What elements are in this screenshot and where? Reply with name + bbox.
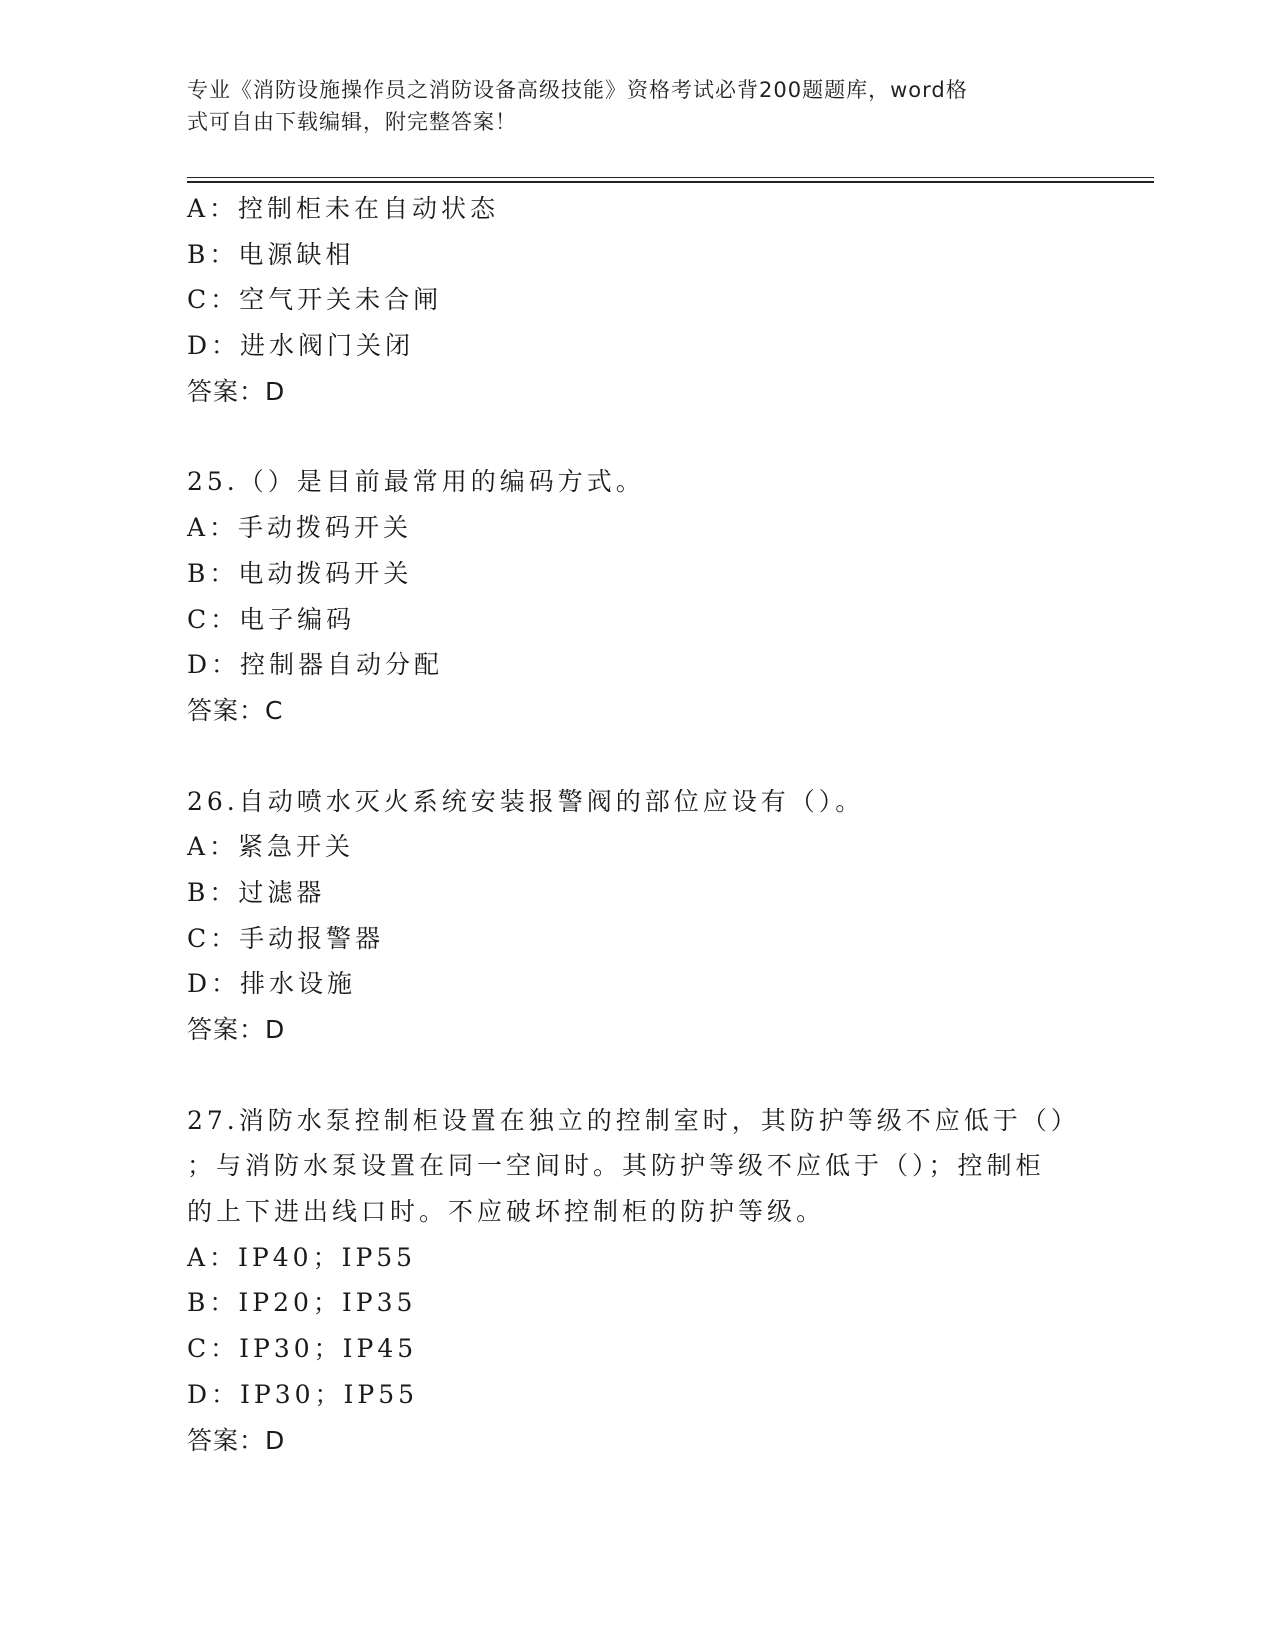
option-a: A：IP40；IP55: [187, 1242, 417, 1272]
question-27: [187, 1098, 1087, 1464]
spacer: [187, 1053, 1087, 1098]
answer-line: 答案：C: [187, 695, 284, 725]
header-line-2: 式可自由下载编辑，附完整答案！: [187, 110, 517, 134]
option-b: B：过滤器: [187, 877, 326, 907]
spacer: [187, 734, 1087, 779]
option-c: C：手动报警器: [187, 923, 385, 953]
option-a: A：手动拨码开关: [187, 513, 413, 543]
header-divider-thick: [187, 181, 1154, 183]
question-stem-line-1: 27.消防水泵控制柜设置在独立的控制室时，其防护等级不应低于（）: [187, 1105, 1080, 1135]
question-26: [187, 779, 1087, 1053]
question-stem-line-3: 的上下进出线口时。不应破坏控制柜的防护等级。: [187, 1197, 826, 1227]
option-b: B：电动拨码开关: [187, 558, 413, 588]
option-a: A：紧急开关: [187, 832, 355, 862]
document-header: [187, 74, 1067, 138]
option-c: C：空气开关未合闸: [187, 285, 443, 315]
question-25: [187, 459, 1087, 733]
option-b: B：电源缺相: [187, 239, 355, 269]
option-c: C：电子编码: [187, 604, 356, 634]
question-stem-line-2: ；与消防水泵设置在同一空间时。其防护等级不应低于（）；控制柜: [187, 1151, 1045, 1181]
question-list: [187, 186, 1087, 1463]
option-d: D：进水阀门关闭: [187, 331, 415, 361]
option-b: B：IP20；IP35: [187, 1288, 417, 1318]
partial-question: [187, 186, 1087, 414]
question-stem: 26.自动喷水灭火系统安装报警阀的部位应设有（）。: [187, 786, 865, 816]
answer-line: 答案：D: [187, 1015, 286, 1044]
option-d: D：控制器自动分配: [187, 650, 444, 680]
option-c: C：IP30；IP45: [187, 1334, 418, 1364]
option-d: D：排水设施: [187, 969, 357, 999]
question-stem: 25.（）是目前最常用的编码方式。: [187, 467, 645, 497]
header-divider-thin: [187, 177, 1154, 178]
answer-line: 答案：D: [187, 376, 286, 406]
answer-line: 答案：D: [187, 1425, 286, 1455]
spacer: [187, 414, 1087, 459]
header-line-1: 专业《消防设施操作员之消防设备高级技能》资格考试必背200题题库，word格: [187, 78, 968, 102]
option-a: A：控制柜未在自动状态: [187, 194, 500, 223]
option-d: D：IP30；IP55: [187, 1379, 419, 1409]
